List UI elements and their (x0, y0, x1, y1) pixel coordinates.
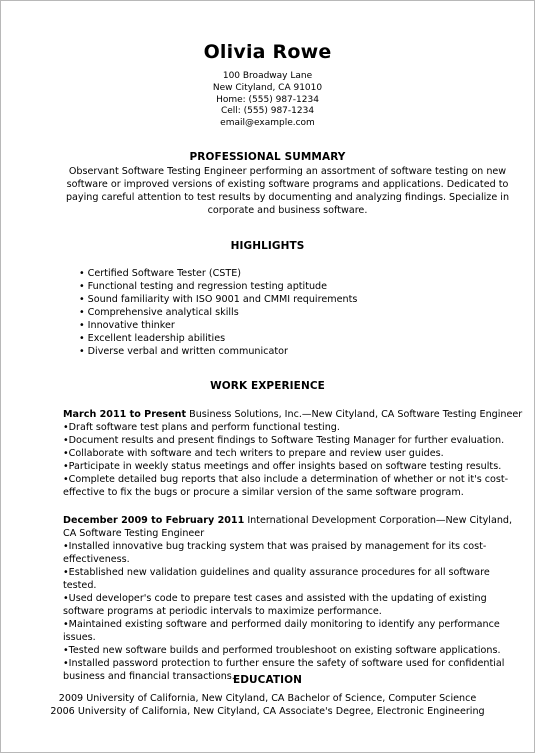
job-bullet: • Draft software test plans and perform functional testing. (63, 421, 526, 434)
highlight-item: • Functional testing and regression testing aptitude (79, 280, 357, 293)
cell-phone: Cell: (555) 987-1234 (220, 106, 315, 117)
address-line: 100 Broadway Lane (222, 71, 313, 81)
job-entry-1 (63, 408, 526, 499)
job-bullet: • Collaborate with software and tech writers to prepare and review user guides. (63, 447, 526, 460)
highlight-item: • Diverse verbal and written communicator (79, 345, 357, 358)
education-heading: EDUCATION (232, 674, 303, 686)
experience-heading: WORK EXPERIENCE (210, 380, 325, 392)
highlight-item: • Excellent leadership abilities (79, 332, 357, 345)
highlight-item: • Innovative thinker (79, 319, 357, 332)
job-bullet: • Installed innovative bug tracking system that was praised by management for its cost-effectiveness. (63, 540, 526, 566)
job-employer: Business Solutions, Inc.—New Cityland, CA Software Testing Engineer (186, 409, 523, 420)
city-line: New Cityland, CA 91010 (212, 82, 323, 93)
highlights-list (79, 267, 357, 358)
job-dates: December 2009 to February 2011 (63, 515, 245, 526)
education-list (1, 692, 534, 718)
home-phone: Home: (555) 987-1234 (216, 94, 319, 105)
job-title-line (63, 514, 526, 540)
candidate-name: Olivia Rowe (203, 41, 332, 63)
job-bullet: • Complete detailed bug reports that also include a determination of whether or not it's cost-effective to fix the bugs or procure a similar version of the same software program. (63, 473, 526, 499)
highlight-item: • Certified Software Tester (CSTE) (79, 267, 357, 280)
highlight-item: • Comprehensive analytical skills (79, 306, 357, 319)
highlight-item: • Sound familiarity with ISO 9001 and CMMI requirements (79, 293, 357, 306)
job-dates: March 2011 to Present (63, 409, 187, 420)
highlights-heading: HIGHLIGHTS (230, 240, 305, 252)
job-employer: International Development Corporation—New Cityland, CA Software Testing Engineer (63, 515, 513, 539)
contact-block (1, 71, 534, 130)
education-entry: 2009 University of California, New Cityland, CA Bachelor of Science, Computer Science (58, 693, 477, 704)
job-bullet: • Used developer's code to prepare test cases and assisted with the updating of existing software programs at periodic intervals to maximize performance. (63, 592, 526, 618)
job-bullet: • Document results and present findings to Software Testing Manager for further evaluation. (63, 434, 526, 447)
job-bullet: • Installed password protection to further ensure the safety of software used for confidential business and financial transactions. (63, 657, 526, 683)
job-title-line (63, 408, 526, 421)
job-bullet: • Established new validation guidelines and quality assurance procedures for all software tested. (63, 566, 526, 592)
education-entry: 2006 University of California, New Cityland, CA Associate's Degree, Electronic Engineering (50, 706, 485, 717)
email-address: email@example.com (220, 118, 315, 129)
summary-text: Observant Software Testing Engineer performing an assortment of software testing on new software or improved versions of existing software programs and applications. Dedicated to paying careful attention to test results by documenting and analyzing findings. Specialize in corporate and business software. (65, 166, 510, 216)
job-bullet: • Participate in weekly status meetings and offer insights based on software testing results. (63, 460, 526, 473)
job-entry-2 (63, 514, 526, 683)
summary-heading: PROFESSIONAL SUMMARY (189, 151, 346, 163)
job-bullet: • Maintained existing software and performed daily monitoring to identify any performance issues. (63, 618, 526, 644)
job-bullet: • Tested new software builds and performed troubleshoot on existing software applications. (63, 644, 526, 657)
